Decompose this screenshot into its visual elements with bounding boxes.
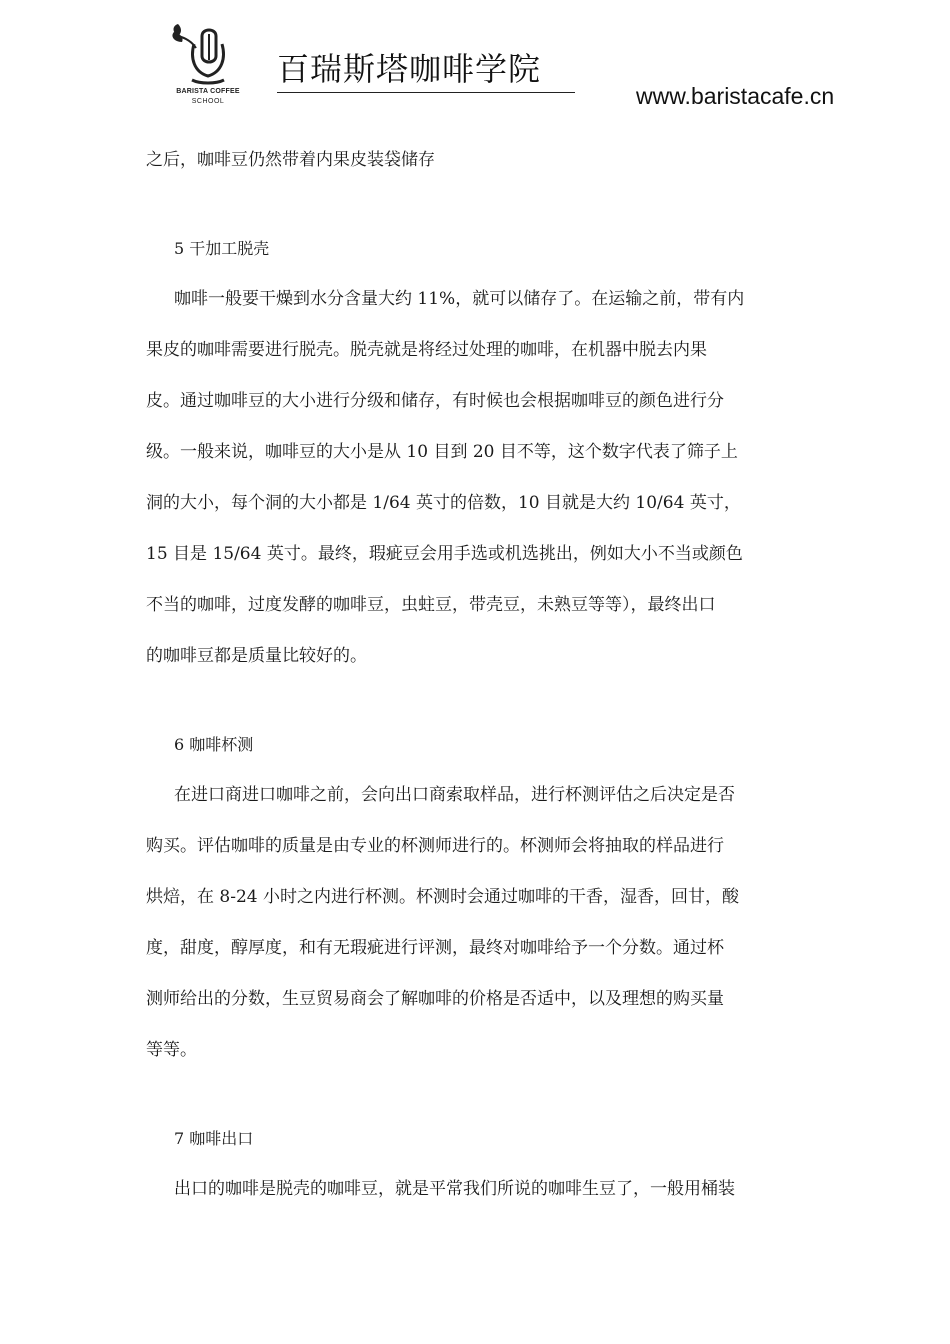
paragraph-line: 的咖啡豆都是质量比较好的。 bbox=[146, 646, 367, 666]
page-header bbox=[0, 0, 950, 120]
coffee-cup-leaf-icon bbox=[168, 22, 248, 86]
paragraph-line: 购买。评估咖啡的质量是由专业的杯测师进行的。杯测师会将抽取的样品进行 bbox=[146, 836, 724, 856]
paragraph-line: 度，甜度，醇厚度，和有无瑕疵进行评测，最终对咖啡给予一个分数。通过杯 bbox=[146, 938, 724, 958]
logo-brand-text: BARISTA COFFEE bbox=[176, 88, 240, 95]
logo-school-text: SCHOOL bbox=[191, 98, 225, 105]
intro-line: 之后，咖啡豆仍然带着内果皮装袋储存 bbox=[146, 150, 435, 170]
section-heading: 5 干加工脱壳 bbox=[174, 239, 270, 258]
paragraph-line: 15 目是 15/64 英寸。最终，瑕疵豆会用手选或机选挑出，例如大小不当或颜色 bbox=[146, 544, 743, 564]
barista-coffee-school-logo bbox=[160, 22, 256, 112]
spacer bbox=[146, 682, 810, 719]
paragraph-line: 级。一般来说，咖啡豆的大小是从 10 目到 20 目不等，这个数字代表了筛子上 bbox=[146, 442, 738, 462]
title-underline bbox=[277, 92, 575, 93]
paragraph-line: 在进口商进口咖啡之前，会向出口商索取样品，进行杯测评估之后决定是否 bbox=[174, 785, 735, 805]
section-heading: 6 咖啡杯测 bbox=[174, 735, 254, 754]
paragraph-line: 洞的大小，每个洞的大小都是 1/64 英寸的倍数，10 目就是大约 10/64 英寸， bbox=[146, 493, 741, 513]
paragraph-line: 等等。 bbox=[146, 1040, 197, 1060]
spacer bbox=[146, 1076, 810, 1113]
paragraph-line: 测师给出的分数，生豆贸易商会了解咖啡的价格是否适中，以及理想的购买量 bbox=[146, 989, 724, 1009]
paragraph-line: 烘焙，在 8-24 小时之内进行杯测。杯测时会通过咖啡的干香，湿香，回甘，酸 bbox=[146, 887, 739, 907]
paragraph-line: 不当的咖啡，过度发酵的咖啡豆，虫蛀豆，带壳豆，未熟豆等等），最终出口 bbox=[146, 595, 716, 615]
document-body bbox=[146, 135, 810, 1215]
paragraph-line: 果皮的咖啡需要进行脱壳。脱壳就是将经过处理的咖啡，在机器中脱去内果 bbox=[146, 340, 707, 360]
paragraph-line: 皮。通过咖啡豆的大小进行分级和储存，有时候也会根据咖啡豆的颜色进行分 bbox=[146, 391, 724, 411]
paragraph-line: 出口的咖啡是脱壳的咖啡豆，就是平常我们所说的咖啡生豆了，一般用桶装 bbox=[174, 1179, 735, 1199]
website-url: www.baristacafe.cn bbox=[636, 83, 835, 109]
section-heading: 7 咖啡出口 bbox=[174, 1129, 254, 1148]
spacer bbox=[146, 186, 810, 223]
paragraph-line: 咖啡一般要干燥到水分含量大约 11%，就可以储存了。在运输之前，带有内 bbox=[174, 289, 745, 309]
school-title: 百瑞斯塔咖啡学院 bbox=[277, 50, 542, 88]
